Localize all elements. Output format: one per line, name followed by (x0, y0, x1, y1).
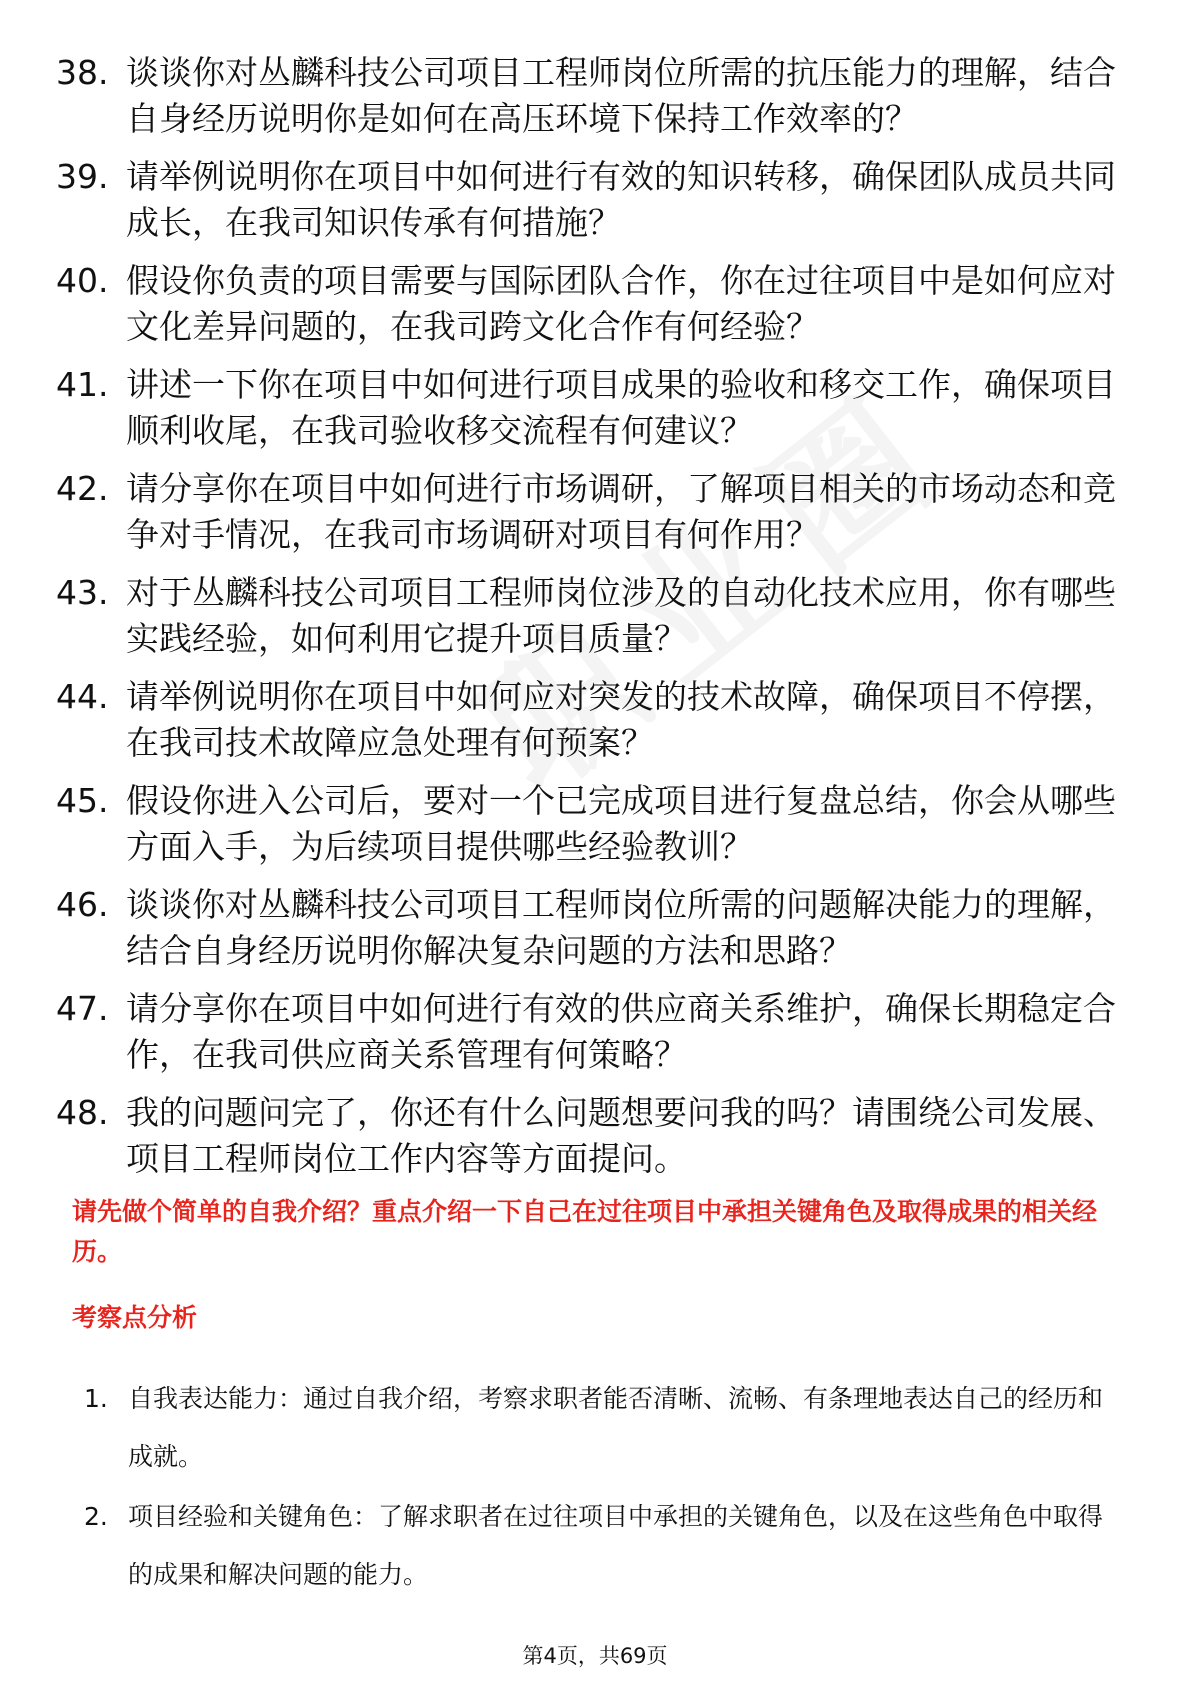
question-number: 40. (56, 261, 109, 300)
question-number: 45. (56, 781, 109, 820)
question-number: 38. (56, 53, 109, 92)
question-text: 假设你负责的项目需要与国际团队合作，你在过往项目中是如何应对文化差异问题的，在我司跨文化合作有何经验？ (126, 261, 1116, 346)
question-text: 对于丛麟科技公司项目工程师岗位涉及的自动化技术应用，你有哪些实践经验，如何利用它提升项目质量？ (126, 573, 1116, 658)
analysis-number: 1. (84, 1384, 108, 1413)
analysis-heading: 考察点分析 (72, 1303, 198, 1332)
question-text: 讲述一下你在项目中如何进行项目成果的验收和移交工作，确保项目顺利收尾，在我司验收移交流程有何建议？ (126, 365, 1116, 450)
question-number: 48. (56, 1093, 109, 1132)
question-number: 39. (56, 157, 109, 196)
question-number: 41. (56, 365, 109, 404)
question-text: 请举例说明你在项目中如何应对突发的技术故障，确保项目不停摆，在我司技术故障应急处理有何预案？ (126, 677, 1116, 762)
question-item (56, 986, 1116, 1078)
question-text: 我的问题问完了，你还有什么问题想要问我的吗？请围绕公司发展、项目工程师岗位工作内容等方面提问。 (126, 1093, 1116, 1178)
question-number: 42. (56, 469, 109, 508)
question-text: 假设你进入公司后，要对一个已完成项目进行复盘总结，你会从哪些方面入手，为后续项目提供哪些经验教训？ (126, 781, 1116, 866)
highlight-question: 请先做个简单的自我介绍？重点介绍一下自己在过往项目中承担关键角色及取得成果的相关经历。 (72, 1197, 1098, 1266)
question-text: 请分享你在项目中如何进行市场调研，了解项目相关的市场动态和竞争对手情况，在我司市场调研对项目有何作用？ (126, 469, 1116, 554)
question-item (56, 570, 1116, 662)
question-text: 请分享你在项目中如何进行有效的供应商关系维护，确保长期稳定合作，在我司供应商关系管理有何策略？ (126, 989, 1116, 1074)
question-item (56, 258, 1116, 350)
analysis-item (84, 1370, 1124, 1486)
question-number: 46. (56, 885, 109, 924)
question-text: 谈谈你对丛麟科技公司项目工程师岗位所需的问题解决能力的理解，结合自身经历说明你解决复杂问题的方法和思路？ (126, 885, 1116, 970)
question-item (56, 50, 1116, 142)
question-item (56, 466, 1116, 558)
question-number: 47. (56, 989, 109, 1028)
question-item (56, 674, 1116, 766)
question-number: 44. (56, 677, 109, 716)
analysis-list (84, 1370, 1124, 1606)
question-item (56, 882, 1116, 974)
analysis-number: 2. (84, 1502, 108, 1531)
question-item (56, 1090, 1116, 1182)
question-text: 请举例说明你在项目中如何进行有效的知识转移，确保团队成员共同成长，在我司知识传承有何措施？ (126, 157, 1116, 242)
question-item (56, 778, 1116, 870)
question-list (56, 50, 1116, 1194)
analysis-text: 项目经验和关键角色：了解求职者在过往项目中承担的关键角色，以及在这些角色中取得的成果和解决问题的能力。 (128, 1502, 1104, 1589)
page-footer: 第4页，共69页 (522, 1644, 668, 1668)
question-text: 谈谈你对丛麟科技公司项目工程师岗位所需的抗压能力的理解，结合自身经历说明你是如何在高压环境下保持工作效率的？ (126, 53, 1116, 138)
analysis-item (84, 1488, 1124, 1604)
question-number: 43. (56, 573, 109, 612)
question-item (56, 154, 1116, 246)
analysis-text: 自我表达能力：通过自我介绍，考察求职者能否清晰、流畅、有条理地表达自己的经历和成就。 (128, 1384, 1104, 1471)
question-item (56, 362, 1116, 454)
